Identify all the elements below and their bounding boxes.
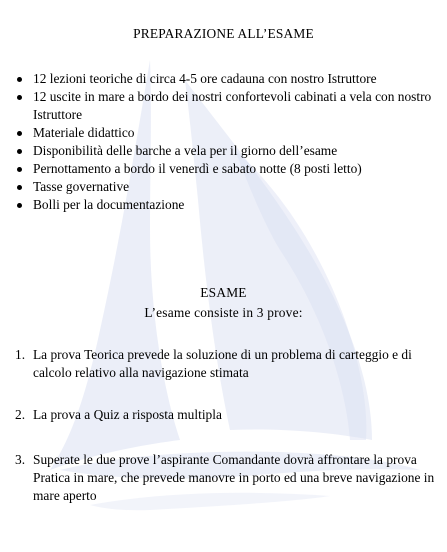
exam-item-number: 2. xyxy=(15,407,26,422)
bullet-icon xyxy=(17,185,22,190)
list-item-text: 12 uscite in mare a bordo dei nostri confortevoli cabinati a vela con nostro Istruttore xyxy=(33,89,432,122)
list-item xyxy=(0,124,447,142)
bullet-icon xyxy=(17,203,22,208)
list-item xyxy=(0,178,447,196)
list-item-text: Tasse governative xyxy=(33,179,130,194)
list-item-text: Bolli per la documentazione xyxy=(33,197,185,212)
bullet-list xyxy=(0,70,447,214)
list-item-text: Pernottamento a bordo il venerdì e sabato notte (8 posti letto) xyxy=(33,161,362,176)
bullet-icon xyxy=(17,131,22,136)
list-item xyxy=(0,142,447,160)
exam-item xyxy=(0,346,447,382)
list-item-text: Materiale didattico xyxy=(33,125,135,140)
bullet-icon xyxy=(17,167,22,172)
exam-item xyxy=(0,451,447,505)
exam-item-number: 3. xyxy=(15,452,26,467)
exam-item xyxy=(0,406,447,424)
exam-item-text: La prova a Quiz a risposta multipla xyxy=(33,407,222,422)
exam-item-number: 1. xyxy=(15,347,26,362)
exam-item-text: La prova Teorica prevede la soluzione di un problema di carteggio e di calcolo relativo alla navigazione stimata xyxy=(33,347,412,380)
exam-item-text: Superate le due prove l’aspirante Comandante dovrà affrontare la prova Pratica in mare, che prevede manovre in porto ed una breve navigazione in mare aperto xyxy=(33,452,435,503)
list-item-text: Disponibilità delle barche a vela per il giorno dell’esame xyxy=(33,143,338,158)
bullet-icon xyxy=(17,149,22,154)
bullet-icon xyxy=(17,77,22,82)
list-item xyxy=(0,160,447,178)
list-item-text: 12 lezioni teoriche di circa 4-5 ore cadauna con nostro Istruttore xyxy=(33,71,377,86)
bullet-icon xyxy=(17,95,22,100)
list-item xyxy=(0,70,447,88)
page-title: PREPARAZIONE ALL’ESAME xyxy=(133,26,314,41)
exam-subtitle: L’esame consiste in 3 prove: xyxy=(144,305,303,320)
exam-title: ESAME xyxy=(200,285,247,300)
list-item xyxy=(0,196,447,214)
list-item xyxy=(0,88,447,124)
